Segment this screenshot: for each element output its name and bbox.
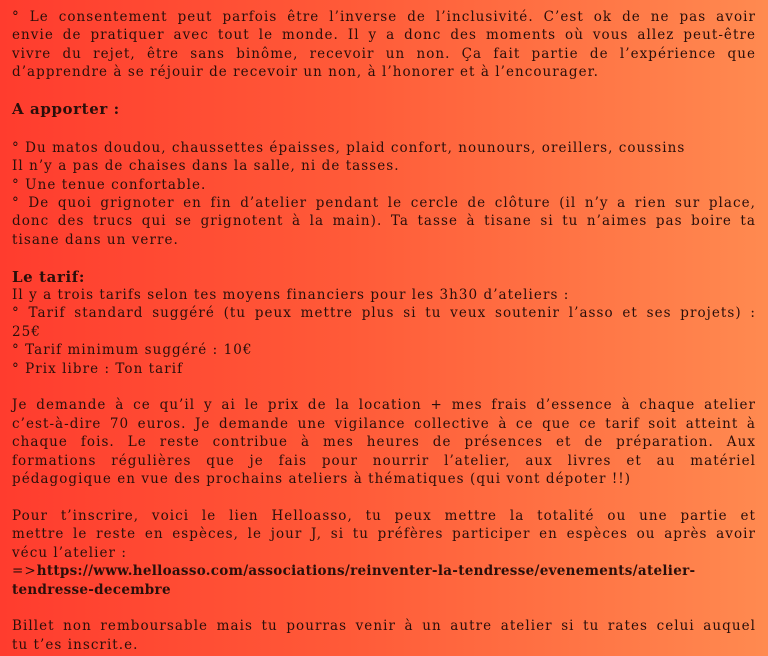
signup-line: vécu l’atelier : [12, 544, 127, 561]
consent-line: vivre du rejet, être sans binôme, recevoir un non. Ça fait partie de l’expérience que [12, 45, 756, 62]
bring-section [12, 100, 756, 249]
costs-paragraph [12, 396, 756, 488]
consent-line: envie de pratiquer avec tout le monde. Il y a donc des moments où vous allez peut-être [12, 27, 756, 44]
spacer [12, 378, 756, 396]
refund-line: tu t’es inscrit.e. [12, 636, 139, 653]
helloasso-link[interactable]: https://www.helloasso.com/associations/reinventer-la-tendresse/evenements/atelier- [36, 563, 696, 580]
pricing-section [12, 268, 756, 378]
pricing-free: ° Prix libre : Ton tarif [12, 360, 184, 377]
bring-item: ° Une tenue confortable. [12, 176, 207, 193]
spacer [12, 249, 756, 267]
pricing-standard: ° Tarif standard suggéré (tu peux mettre plus si tu veux soutenir l’asso et ses projets) : [12, 305, 756, 322]
costs-line: c’est-à-dire 70 euros. Je demande une vigilance collective à ce que ce tarif soit atteint à [12, 415, 756, 432]
signup-paragraph [12, 507, 756, 599]
bring-item: ° Du matos doudou, chaussettes épaisses, plaid confort, nounours, oreillers, coussins [12, 139, 686, 156]
consent-paragraph [12, 8, 756, 82]
pricing-heading: Le tarif: [12, 267, 85, 286]
signup-line: Pour t’inscrire, voici le lien Helloasso, tu peux mettre la totalité ou une partie et [12, 507, 756, 524]
refund-paragraph [12, 617, 756, 654]
bring-item: tisane dans un verre. [12, 231, 179, 248]
spacer [12, 82, 756, 100]
arrow-text: => [12, 563, 37, 580]
spacer [12, 120, 756, 138]
costs-line: formations régulières que je fais pour nourrir l’atelier, aux livres et au matériel [12, 452, 756, 469]
pricing-standard-amount: 25€ [12, 323, 41, 340]
spacer [12, 599, 756, 617]
consent-line: d’apprendre à se réjouir de recevoir un non, à l’honorer et à l’encourager. [12, 64, 599, 81]
bring-note: Il n’y a pas de chaises dans la salle, ni de tasses. [12, 158, 400, 175]
bring-item: ° De quoi grignoter en fin d’atelier pendant le cercle de clôture (il n’y a rien sur place, [12, 195, 756, 212]
costs-line: pédagogique en vue des prochains ateliers à thématiques (qui vont dépoter !!) [12, 471, 632, 488]
helloasso-link-continued[interactable]: tendresse-decembre [12, 581, 171, 598]
refund-line: Billet non remboursable mais tu pourras venir à un autre atelier si tu rates celui auquel [12, 618, 756, 635]
consent-line: ° Le consentement peut parfois être l’inverse de l’inclusivité. C’est ok de ne pas avoir [12, 9, 756, 25]
pricing-minimum: ° Tarif minimum suggéré : 10€ [12, 342, 253, 359]
bring-item: donc des trucs qui se grignotent à la main). Ta tasse à tisane si tu n’aimes pas boire ta [12, 213, 756, 230]
signup-line: mettre le reste en espèces, le jour J, si tu préfères participer en espèces ou après avoir [12, 526, 756, 543]
pricing-intro: Il y a trois tarifs selon tes moyens financiers pour les 3h30 d’ateliers : [12, 287, 570, 304]
bring-heading: A apporter : [12, 100, 120, 119]
costs-line: chaque fois. Le reste contribue à mes heures de présences et de préparation. Aux [12, 434, 756, 451]
spacer [12, 489, 756, 507]
signup-link-row [12, 562, 756, 580]
costs-line: Je demande à ce qu’il y ai le prix de la location + mes frais d’essence à chaque atelier [12, 397, 756, 414]
